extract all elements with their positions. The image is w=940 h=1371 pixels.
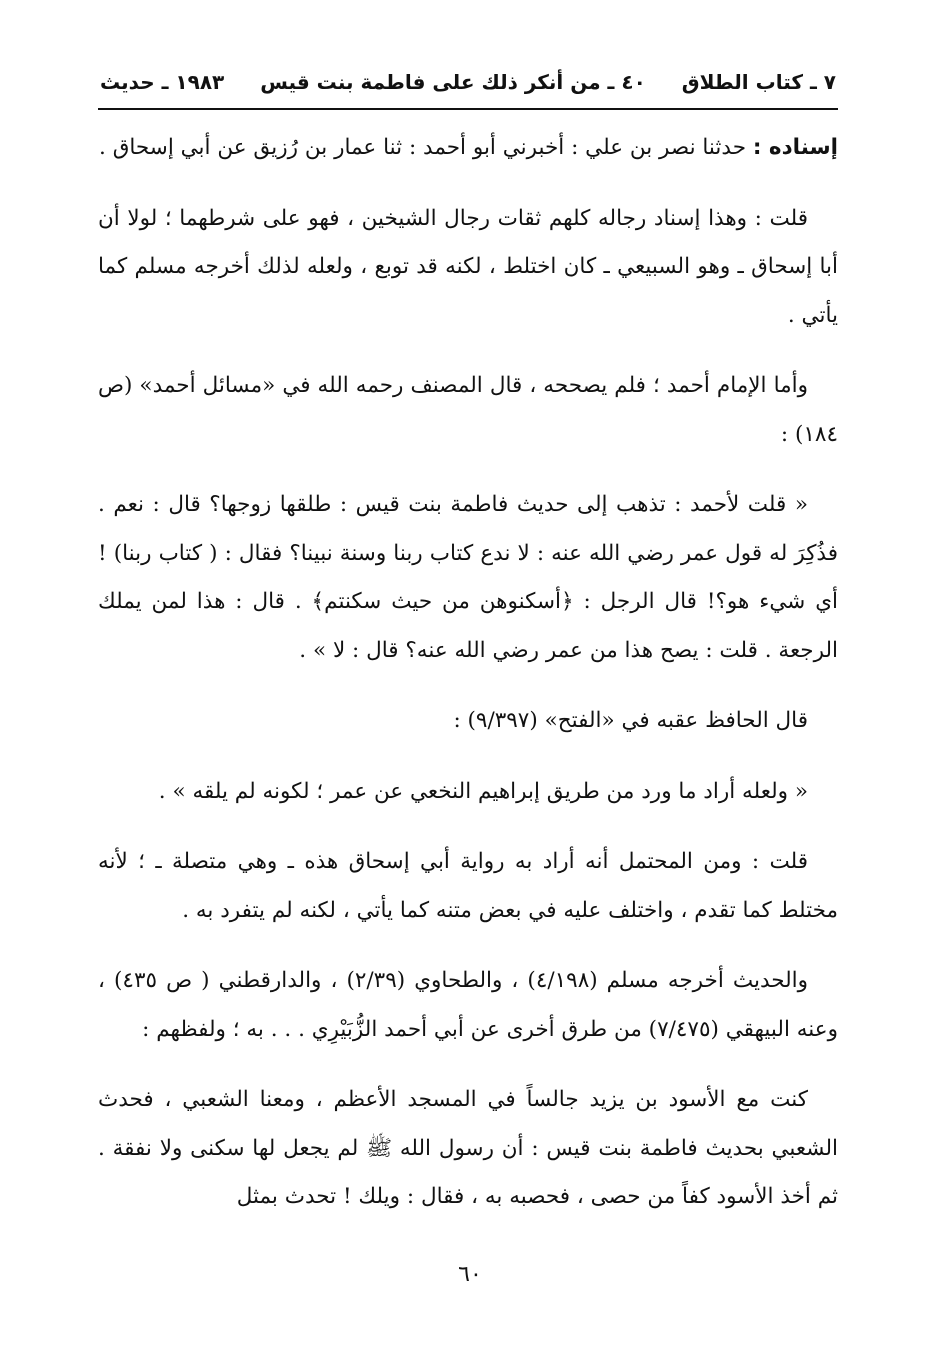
header-hadith-number: ١٩٨٣ ـ حديث (100, 70, 225, 94)
paragraph-lead: إسناده : (752, 135, 838, 160)
paragraph: قلت : وهذا إسناد رجاله كلهم ثقات رجال الشيخين ، فهو على شرطهما ؛ لولا أن أبا إسحاق ـ وهو السبيعي ـ كان اختلط ، لكنه قد توبع ، ولعله لذلك أخرجه مسلم كما يأتي . (98, 205, 838, 328)
running-head (98, 62, 838, 102)
paragraph-isnad (98, 124, 838, 173)
paragraph: والحديث أخرجه مسلم (٤/١٩٨) ، والطحاوي (٢/٣٩) ، والدارقطني ( ص ٤٣٥) ، وعنه البيهقي (٧/٤٧٥) من طرق أخرى عن أبي أحمد الزُّبَيْرِي . . . به ؛ ولفظهم : (98, 968, 838, 1042)
paragraph: قال الحافظ عقبه في «الفتح» (٩/٣٩٧) : (453, 708, 808, 733)
paragraph-text: حدثنا نصر بن علي : أخبرني أبو أحمد : ثنا عمار بن رُزيق عن أبي إسحاق . (99, 135, 753, 160)
page (98, 62, 838, 1244)
page-number: ٦٠ (458, 1262, 482, 1287)
header-chapter: ٧ ـ كتاب الطلاق (681, 70, 836, 94)
paragraph-quote: « قلت لأحمد : تذهب إلى حديث فاطمة بنت قيس : طلقها زوجها؟ قال : نعم . فذُكِرَ له قول عمر رضي الله عنه : لا ندع كتاب ربنا وسنة نبينا؟ فقال : ( كتاب ربنا) ! أي شيء هو؟! قال الرجل : ﴿أسكنوهن من حيث سكنتم﴾ . قال : هذا لمن يملك الرجعة . قلت : يصح هذا من عمر رضي الله عنه؟ قال : لا » . (98, 492, 838, 663)
header-rule (98, 108, 838, 110)
paragraph-quote: « ولعله أراد ما ورد من طريق إبراهيم النخعي عن عمر ؛ لكونه لم يلقه » . (158, 778, 808, 804)
paragraph: قلت : ومن المحتمل أنه أراد به رواية أبي إسحاق هذه ـ وهي متصلة ـ ؛ لأنه مختلط كما تقدم ، واختلف عليه في بعض متنه كما يأتي ، لكنه لم يتفرد به . (98, 849, 838, 923)
paragraph-hadith-text: كنت مع الأسود بن يزيد جالساً في المسجد الأعظم ، ومعنا الشعبي ، فحدث الشعبي بحديث فاطمة بنت قيس : أن رسول الله ﷺ لم يجعل لها سكنى ولا نفقة . ثم أخذ الأسود كفاً من حصى ، فحصبه به ، فقال : ويلك ! تحدث بمثل (98, 1087, 838, 1209)
header-section-title: ٤٠ ـ من أنكر ذلك على فاطمة بنت قيس (260, 70, 646, 94)
paragraph: وأما الإمام أحمد ؛ فلم يصححه ، قال المصنف رحمه الله في «مسائل أحمد» (ص ١٨٤) : (98, 373, 838, 447)
